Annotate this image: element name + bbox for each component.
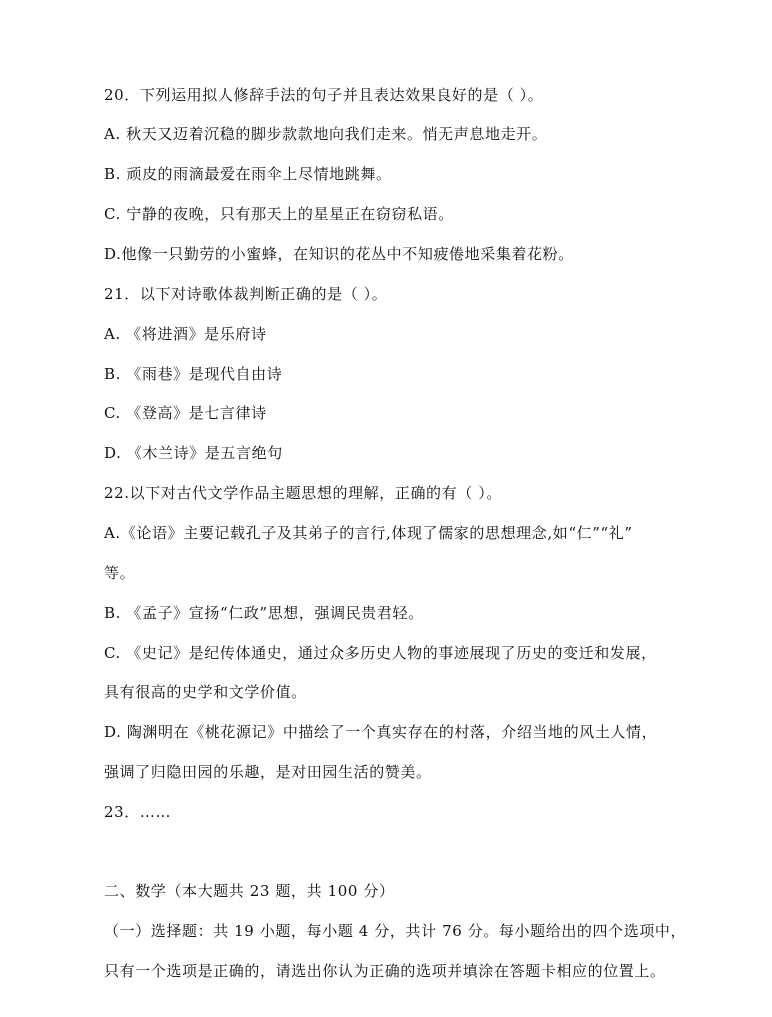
question-21-option-a: A. 《将进酒》是乐府诗 [104, 325, 267, 343]
question-21-stem: 21．以下对诗歌体裁判断正确的是（ ）。 [104, 285, 388, 303]
question-22-option-c-line1: C. 《史记》是纪传体通史，通过众多历史人物的事迹展现了历史的变迁和发展， [104, 644, 657, 662]
question-23-stem: 23．…… [104, 803, 172, 821]
question-22-option-d-line2: 强调了归隐田园的乐趣，是对田园生活的赞美。 [104, 763, 432, 781]
question-20-option-a: A. 秋天又迈着沉稳的脚步款款地向我们走来。悄无声息地走开。 [104, 125, 548, 143]
section-2-instructions-line2: 只有一个选项是正确的，请选出你认为正确的选项并填涂在答题卡相应的位置上。 [104, 962, 666, 980]
question-20-option-b: B. 顽皮的雨滴最爱在雨伞上尽情地跳舞。 [104, 165, 392, 183]
question-22-stem: 22.以下对古代文学作品主题思想的理解，正确的有（ ）。 [104, 484, 502, 502]
section-2-instructions-line1: （一）选择题：共 19 小题，每小题 4 分，共计 76 分。每小题给出的四个选项中， [104, 922, 687, 940]
question-22-option-a-line1: A.《论语》主要记载孔子及其弟子的言行,体现了儒家的思想理念,如“仁”“礼” [104, 524, 633, 542]
question-20-stem: 20．下列运用拟人修辞手法的句子并且表达效果良好的是（ ）。 [104, 86, 544, 104]
question-22-option-b: B. 《孟子》宣扬“仁政”思想，强调民贵君轻。 [104, 604, 424, 622]
question-21-option-c: C. 《登高》是七言律诗 [104, 404, 267, 422]
question-20-option-c: C. 宁静的夜晚，只有那天上的星星正在窃窃私语。 [104, 205, 454, 223]
question-22-option-a-line2: 等。 [104, 564, 136, 582]
question-22-option-d-line1: D. 陶渊明在《桃花源记》中描绘了一个真实存在的村落，介绍当地的风土人情， [104, 723, 658, 741]
question-22-option-c-line2: 具有很高的史学和文学价值。 [104, 683, 307, 701]
question-21-option-d: D. 《木兰诗》是五言绝句 [104, 444, 283, 462]
question-21-option-b: B. 《雨巷》是现代自由诗 [104, 365, 283, 383]
question-20-option-d: D.他像一只勤劳的小蜜蜂，在知识的花丛中不知疲倦地采集着花粉。 [104, 245, 574, 263]
section-2-heading: 二、数学（本大题共 23 题，共 100 分） [104, 882, 395, 900]
